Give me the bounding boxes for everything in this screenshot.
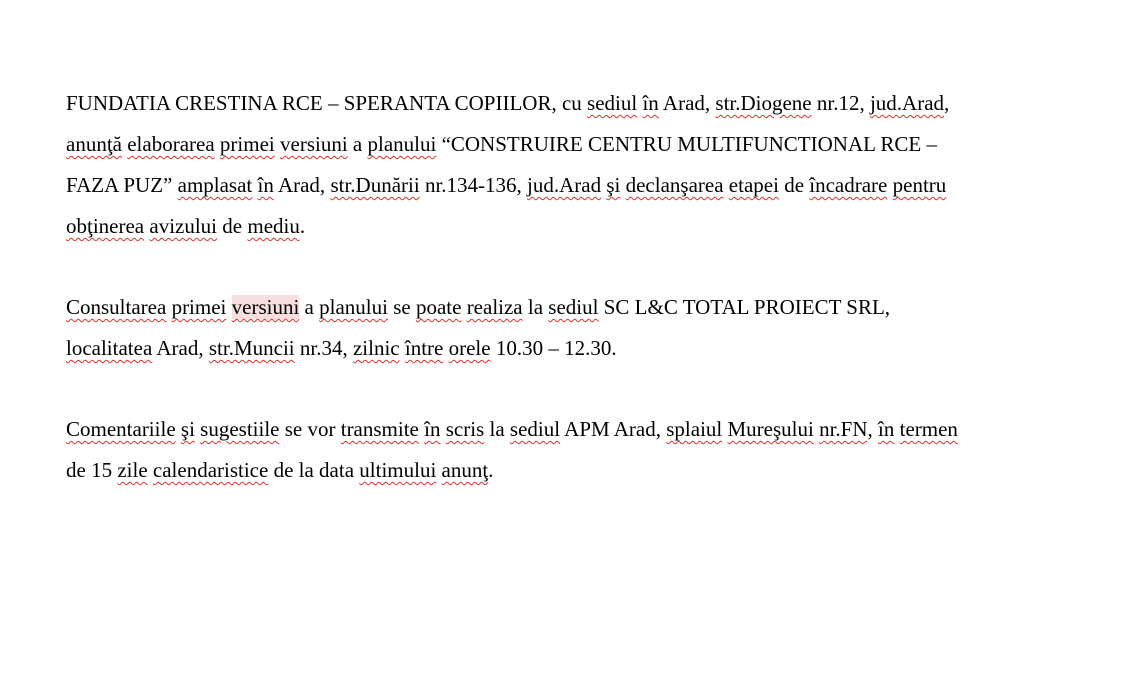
text-line bbox=[66, 83, 1086, 124]
flagged-word: orele bbox=[448, 336, 491, 360]
flagged-word: poate bbox=[415, 295, 462, 319]
text-run: APM Arad, bbox=[560, 417, 667, 441]
paragraph-3 bbox=[66, 409, 1086, 491]
flagged-word: pentru bbox=[892, 173, 947, 197]
flagged-word: transmite bbox=[340, 417, 419, 441]
flagged-word: în bbox=[424, 417, 441, 441]
text-run: , bbox=[944, 91, 950, 115]
text-run: la bbox=[522, 295, 549, 319]
text-run: Arad, bbox=[658, 91, 716, 115]
text-line bbox=[66, 328, 1086, 369]
flagged-word: versiuni bbox=[231, 295, 300, 319]
text-run: SC L&C TOTAL PROIECT SRL, bbox=[598, 295, 891, 319]
flagged-word: anunţ bbox=[441, 458, 489, 482]
flagged-word: planului bbox=[367, 132, 437, 156]
flagged-word: Comentariile bbox=[66, 417, 176, 441]
flagged-word: jud.Arad bbox=[869, 91, 945, 115]
text-run: de bbox=[778, 173, 810, 197]
flagged-word: obţinerea bbox=[66, 214, 145, 238]
text-line bbox=[66, 450, 1086, 491]
flagged-word: Consultarea bbox=[66, 295, 167, 319]
flagged-word: declanşarea bbox=[625, 173, 724, 197]
flagged-word: localitatea bbox=[66, 336, 153, 360]
flagged-word: jud.Arad bbox=[527, 173, 602, 197]
text-line bbox=[66, 287, 1086, 328]
flagged-word: str.Diogene bbox=[715, 91, 812, 115]
flagged-word: termen bbox=[899, 417, 958, 441]
flagged-word: zile bbox=[117, 458, 148, 482]
paragraph-1 bbox=[66, 83, 1086, 247]
text-run: se vor bbox=[279, 417, 341, 441]
text-run: Arad, bbox=[152, 336, 209, 360]
text-run: Arad, bbox=[273, 173, 331, 197]
flagged-word: sediul bbox=[548, 295, 599, 319]
text-run: . bbox=[299, 214, 306, 238]
text-run: “CONSTRUIRE CENTRU MULTIFUNCTIONAL RCE – bbox=[436, 132, 938, 156]
flagged-word: sediul bbox=[509, 417, 561, 441]
flagged-word: versiuni bbox=[280, 132, 348, 156]
flagged-word: calendaristice bbox=[152, 458, 269, 482]
flagged-word: în bbox=[878, 417, 895, 441]
text-run: de la data bbox=[268, 458, 360, 482]
text-run: , bbox=[867, 417, 879, 441]
text-run: FUNDATIA CRESTINA RCE – SPERANTA COPIILOR, cu bbox=[66, 91, 588, 115]
flagged-word: etapei bbox=[728, 173, 779, 197]
flagged-word: între bbox=[404, 336, 444, 360]
flagged-word: primei bbox=[171, 295, 227, 319]
flagged-word: elaborarea bbox=[127, 132, 215, 156]
flagged-word: mediu bbox=[247, 214, 300, 238]
flagged-word: anunţă bbox=[66, 132, 122, 156]
flagged-word: zilnic bbox=[352, 336, 400, 360]
text-run: . bbox=[488, 458, 494, 482]
text-run: se bbox=[387, 295, 416, 319]
flagged-word: încadrare bbox=[809, 173, 888, 197]
text-run: a bbox=[299, 295, 320, 319]
flagged-word: planului bbox=[319, 295, 388, 319]
flagged-word: realiza bbox=[466, 295, 523, 319]
text-line bbox=[66, 165, 1086, 206]
flagged-word: str.Muncii bbox=[208, 336, 295, 360]
text-run bbox=[226, 295, 231, 319]
document-body bbox=[66, 83, 1086, 531]
flagged-word: amplasat bbox=[177, 173, 253, 197]
flagged-word: scris bbox=[445, 417, 485, 441]
flagged-word: splaiul bbox=[666, 417, 723, 441]
flagged-word: sediul bbox=[587, 91, 638, 115]
flagged-word: sugestiile bbox=[200, 417, 280, 441]
flagged-word: str.Dunării bbox=[330, 173, 420, 197]
text-run: nr.12, bbox=[811, 91, 870, 115]
flagged-word: în bbox=[642, 91, 659, 115]
text-line bbox=[66, 124, 1086, 165]
flagged-word: Mureşului bbox=[727, 417, 814, 441]
text-run: la bbox=[484, 417, 510, 441]
flagged-word: avizului bbox=[149, 214, 218, 238]
text-run: de bbox=[217, 214, 248, 238]
text-line bbox=[66, 206, 1086, 247]
text-run: nr.134-136, bbox=[419, 173, 528, 197]
flagged-word: şi bbox=[180, 417, 195, 441]
flagged-word: nr.FN bbox=[819, 417, 868, 441]
text-run: de 15 bbox=[66, 458, 118, 482]
text-line bbox=[66, 409, 1086, 450]
text-run: nr.34, bbox=[294, 336, 353, 360]
flagged-word: şi bbox=[606, 173, 621, 197]
flagged-word: în bbox=[257, 173, 274, 197]
paragraph-2 bbox=[66, 287, 1086, 369]
flagged-word: primei bbox=[219, 132, 275, 156]
text-run: FAZA PUZ” bbox=[66, 173, 178, 197]
text-run: a bbox=[347, 132, 368, 156]
flagged-word: ultimului bbox=[359, 458, 437, 482]
text-run: 10.30 – 12.30. bbox=[490, 336, 617, 360]
